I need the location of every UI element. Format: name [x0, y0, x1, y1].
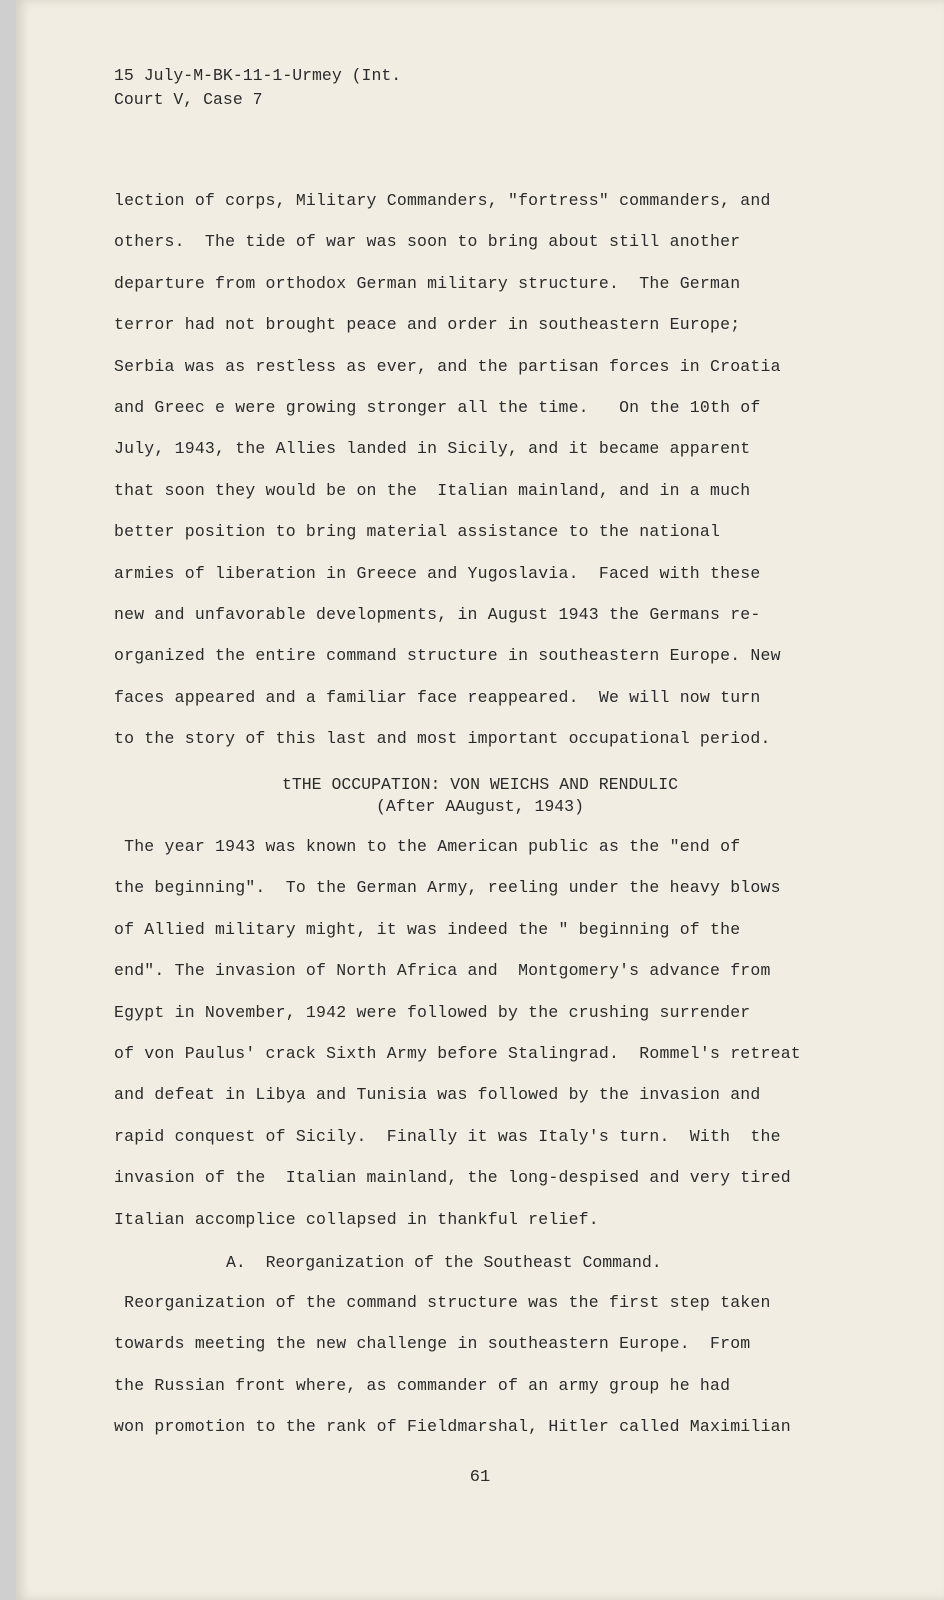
- text-line: others. The tide of war was soon to bring about still another: [114, 232, 741, 252]
- section-subtitle: (After AAugust, 1943): [376, 797, 584, 816]
- text-line: The year 1943 was known to the American public as the "end of: [114, 837, 741, 856]
- header-court-case: Court V, Case 7: [114, 90, 263, 109]
- text-line: organized the entire command structure in southeastern Europe. New: [114, 646, 781, 666]
- header-reference: 15 July-M-BK-11-1-Urmey (Int.: [114, 66, 402, 85]
- text-line: and defeat in Libya and Tunisia was followed by the invasion and: [114, 1085, 761, 1105]
- text-line: rapid conquest of Sicily. Finally it was Italy's turn. With the: [114, 1126, 781, 1146]
- text-line: armies of liberation in Greece and Yugoslavia. Faced with these: [114, 563, 761, 583]
- text-line: end". The invasion of North Africa and Montgomery's advance from: [114, 961, 771, 981]
- text-line: departure from orthodox German military structure. The German: [114, 273, 741, 293]
- text-line: new and unfavorable developments, in August 1943 the Germans re-: [114, 604, 761, 624]
- text-line: that soon they would be on the Italian mainland, and in a much: [114, 480, 751, 500]
- text-line: Reorganization of the command structure was the first step taken: [114, 1293, 771, 1312]
- text-line: faces appeared and a familiar face reappeared. We will now turn: [114, 687, 761, 707]
- text-line: terror had not brought peace and order in southeastern Europe;: [114, 315, 741, 335]
- document-header: [114, 64, 401, 112]
- text-line: the beginning". To the German Army, reeling under the heavy blows: [114, 878, 781, 898]
- text-line: and Greec e were growing stronger all the time. On the 10th of: [114, 397, 761, 417]
- text-line: the Russian front where, as commander of an army group he had: [114, 1375, 731, 1395]
- text-line: invasion of the Italian mainland, the long-despised and very tired: [114, 1168, 791, 1188]
- text-line: lection of corps, Military Commanders, "fortress" commanders, and: [114, 191, 771, 210]
- subsection-heading: A. Reorganization of the Southeast Command.: [226, 1253, 662, 1272]
- text-line: of Allied military might, it was indeed the " beginning of the: [114, 919, 741, 939]
- section-title: tTHE OCCUPATION: VON WEICHS AND RENDULIC: [281, 775, 679, 794]
- text-line: better position to bring material assistance to the national: [114, 522, 721, 542]
- text-line: of von Paulus' crack Sixth Army before Stalingrad. Rommel's retreat: [114, 1043, 801, 1063]
- section-heading: [16, 774, 944, 818]
- text-line: Italian accomplice collapsed in thankful relief.: [114, 1209, 599, 1229]
- paragraph-3: [114, 1282, 834, 1448]
- text-line: won promotion to the rank of Fieldmarshal, Hitler called Maximilian: [114, 1417, 791, 1437]
- paragraph-1: [114, 180, 834, 759]
- document-page: [16, 0, 944, 1600]
- text-line: Egypt in November, 1942 were followed by the crushing surrender: [114, 1002, 751, 1022]
- text-line: July, 1943, the Allies landed in Sicily, and it became apparent: [114, 439, 751, 459]
- paragraph-2: [114, 826, 834, 1240]
- text-line: to the story of this last and most important occupational period.: [114, 729, 771, 749]
- text-line: Serbia was as restless as ever, and the partisan forces in Croatia: [114, 356, 781, 376]
- page-number: 61: [469, 1468, 491, 1487]
- text-line: towards meeting the new challenge in southeastern Europe. From: [114, 1334, 751, 1354]
